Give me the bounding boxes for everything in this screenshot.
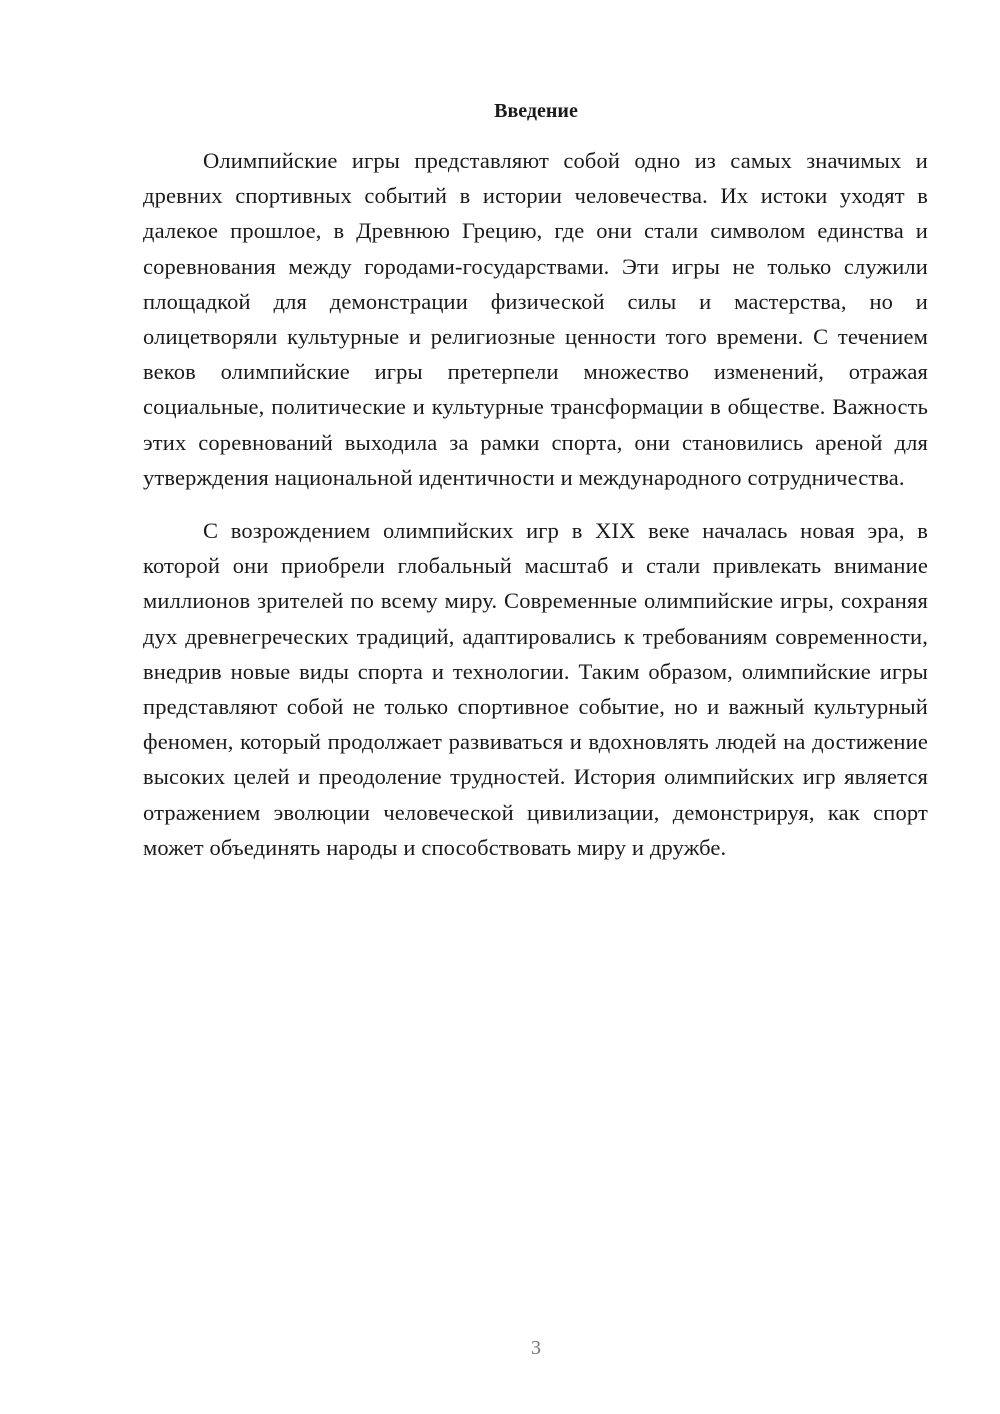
page-number: 3 bbox=[531, 1337, 541, 1359]
section-heading: Введение bbox=[494, 100, 578, 122]
paragraph-modern-olympics: С возрождением олимпийских игр в XIX веке началась новая эра, в которой они приобрели глобальный масштаб и стали привлекать внимание миллионов зрителей по всему миру. Современные олимпийские игры, сохраняя дух древнегреческих традиций, адаптировались к требованиям современности, внедрив новые виды спорта и технологии. Таким образом, олимпийские игры представляют собой не только спортивное событие, но и важный культурный феномен, который продолжает развиваться и вдохновлять людей на достижение высоких целей и преодоление трудностей. История олимпийских игр является отражением эволюции человеческой цивилизации, демонстрируя, как спорт может объединять народы и способствовать миру и дружбе. bbox=[143, 518, 928, 860]
paragraph-introduction: Олимпийские игры представляют собой одно из самых значимых и древних спортивных событий в истории человечества. Их истоки уходят в далекое прошлое, в Древнюю Грецию, где они стали символом единства и соревнования между городами-государствами. Эти игры не только служили площадкой для демонстрации физической силы и мастерства, но и олицетворяли культурные и религиозные ценности того времени. С течением веков олимпийские игры претерпели множество изменений, отражая социальные, политические и культурные трансформации в обществе. Важность этих соревнований выходила за рамки спорта, они становились ареной для утверждения национальной идентичности и международного сотрудничества. bbox=[143, 148, 928, 490]
body-text bbox=[143, 143, 928, 865]
